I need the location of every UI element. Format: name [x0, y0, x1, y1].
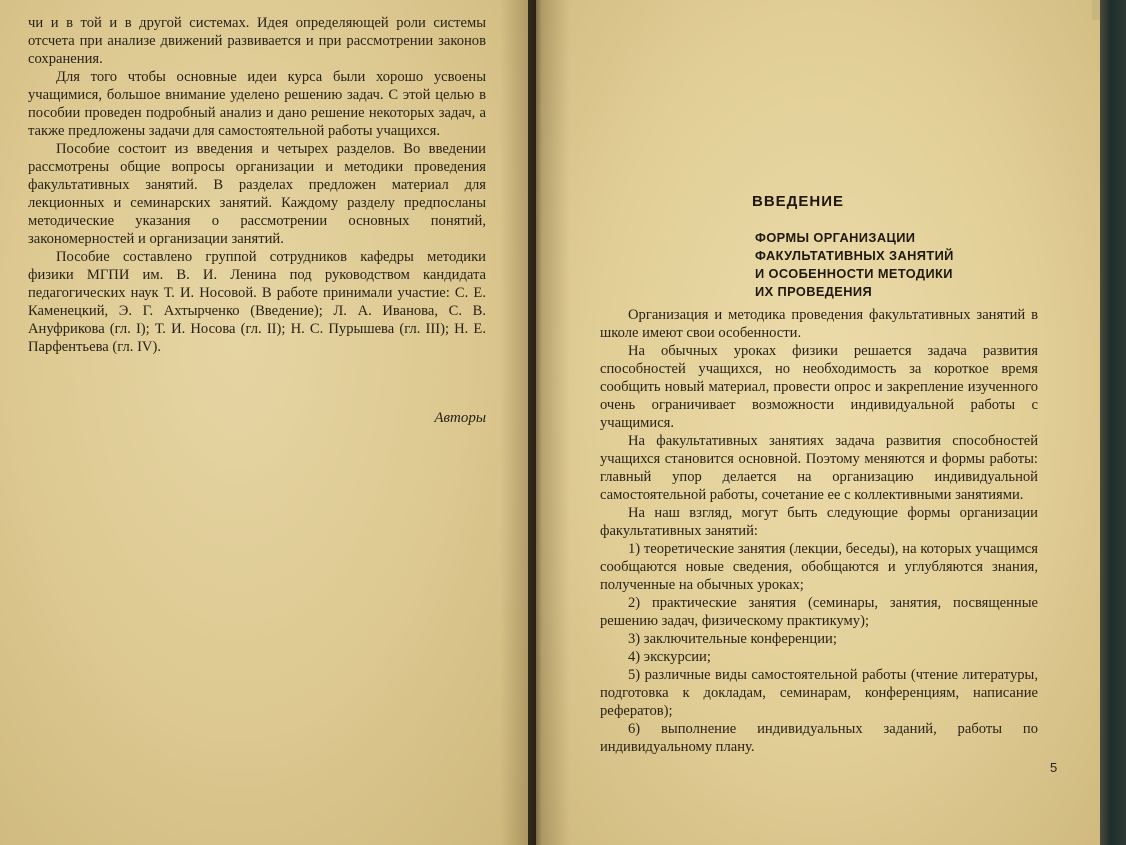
left-page-text [28, 14, 486, 356]
list-item: 4) экскурсии; [628, 649, 711, 665]
authors-signature: Авторы [434, 410, 486, 426]
section-title-line: И ОСОБЕННОСТИ МЕТОДИКИ [755, 266, 953, 281]
paragraph: Для того чтобы основные идеи курса были хорошо усвоены учащимися, большое внимание уделено решению задач. С этой целью в пособии проведен подробный анализ и дано решение некоторых задач, а также предложены задачи для самостоятельной работы учащихся. [28, 69, 486, 139]
paragraph: На обычных уроках физики решается задача развития способностей учащихся, но необходимость за короткое время сообщить новый материал, провести опрос и закрепление изученного очень ограничивает возможности индивидуальной работы с учащимися. [600, 343, 1038, 431]
section-title-line: ФАКУЛЬТАТИВНЫХ ЗАНЯТИЙ [755, 248, 954, 263]
page-number: 5 [1050, 760, 1058, 775]
right-page-text [600, 306, 1038, 756]
paragraph: На наш взгляд, могут быть следующие формы организации факультативных занятий: [600, 505, 1038, 539]
paragraph: Пособие составлено группой сотрудников кафедры методики физики МГПИ им. В. И. Ленина под руководством кандидата педагогических наук Т. И. Носовой. В работе принимали участие: С. Е. Каменецкий, Э. Г. Ахтырченко (Введение); Л. А. Иванова, С. В. Ануфрикова (гл. I); Т. И. Носова (гл. II); Н. С. Пурышева (гл. III); Н. Е. Парфентьева (гл. IV). [28, 249, 486, 355]
section-title [755, 229, 995, 301]
list-item: 3) заключительные конференции; [628, 631, 837, 647]
chapter-title: ВВЕДЕНИЕ [752, 193, 844, 210]
paragraph: Организация и методика проведения факультативных занятий в школе имеют свои особенности. [600, 307, 1038, 341]
list-item: 5) различные виды самостоятельной работы (чтение литературы, подготовка к докладам, семинарам, конференциям, написание рефератов); [600, 667, 1038, 719]
list-item: 1) теоретические занятия (лекции, беседы), на которых учащимся сообщаются новые сведения, обобщаются и углубляются знания, полученные на обычных уроках; [600, 541, 1038, 593]
book-gutter [500, 0, 570, 845]
paragraph: чи и в той и в другой системах. Идея определяющей роли системы отсчета при анализе движений развивается и при рассмотрении законов сохранения. [28, 15, 486, 67]
section-title-line: ФОРМЫ ОРГАНИЗАЦИИ [755, 230, 916, 245]
paragraph: На факультативных занятиях задача развития способностей учащихся становится основной. Поэтому меняются и формы работы: главный упор делается на организацию индивидуальной самостоятельной работы, сочетание ее с коллективными занятиями. [600, 433, 1038, 503]
list-item: 2) практические занятия (семинары, занятия, посвященные решению задач, физическому практикуму); [600, 595, 1038, 629]
section-title-line: ИХ ПРОВЕДЕНИЯ [755, 284, 873, 299]
list-item: 6) выполнение индивидуальных заданий, работы по индивидуальному плану. [600, 721, 1038, 755]
book-cover-edge [1100, 0, 1126, 845]
paragraph: Пособие состоит из введения и четырех разделов. Во введении рассмотрены общие вопросы организации и методики проведения факультативных занятий. В разделах предложен материал для лекционных и семинарских занятий. Каждому разделу предпосланы методические указания о рассмотрении основных понятий, закономерностей и организации занятий. [28, 141, 486, 247]
